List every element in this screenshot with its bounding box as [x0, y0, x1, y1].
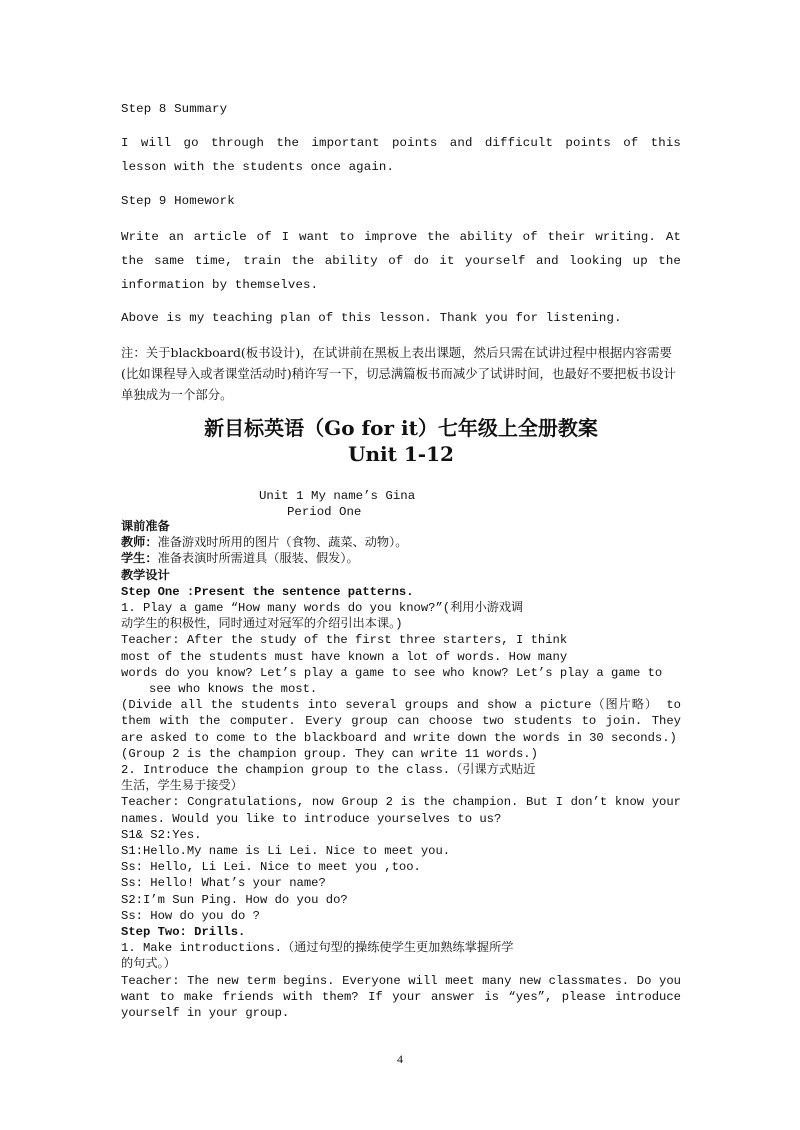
student-prep-text: 准备表演时所需道具（服装、假发）。: [157, 552, 359, 567]
period-title: Period One: [287, 505, 362, 519]
teacher-line-1c: words do you know? Let’s play a game to see who know? Let’s play a game to: [121, 665, 663, 680]
blackboard-note: 注：关于blackboard(板书设计)，在试讲前在黑板上表出课题，然后只需在试讲过程中根据内容需要(比如课程导入或者课堂活动时)稍许写一下，切忌满篇板书而减少了试讲时间，也最好不要把板书设计单独成为一个部分。: [121, 345, 676, 402]
step8-title: Step 8 Summary: [121, 102, 228, 116]
step-one-item1-line1: 1. Play a game “How many words do you know?”(利用小游戏调: [121, 601, 524, 616]
step-one-heading: Step One :Present the sentence patterns.: [121, 584, 414, 599]
step-one-item2-line1: 2. Introduce the champion group to the class.（引课方式贴近: [121, 763, 536, 778]
dialogue-line: Ss: Hello! What’s your name?: [121, 876, 326, 891]
teacher-new-term: Teacher: The new term begins. Everyone will meet many new classmates. Do you want to make friends with them? If your answer is “yes”, please introduce yourself in your group.: [121, 973, 681, 1021]
champion-group-note: (Group 2 is the champion group. They can write 11 words.): [121, 746, 538, 761]
student-label: 学生：: [121, 552, 158, 567]
teacher-prep-text: 准备游戏时所用的图片（食物、蔬菜、动物）。: [157, 536, 408, 551]
teacher-line-1a: Teacher: After the study of the first three starters, I think: [121, 633, 568, 648]
lesson-plan-body: [121, 519, 681, 1021]
prep-heading: 课前准备: [121, 520, 170, 534]
teacher-prep: [121, 535, 681, 551]
step9-title: Step 9 Homework: [121, 194, 235, 208]
closing-sentence: Above is my teaching plan of this lesson. Thank you for listening.: [121, 311, 622, 325]
step8-text: I will go through the important points and difficult points of this lesson with the students once again.: [121, 136, 681, 174]
teacher-congratulations: Teacher: Congratulations, now Group 2 is the champion. But I don’t know your names. Would you like to introduce yourselves to us?: [121, 795, 681, 826]
document-subtitle: Unit 1-12: [348, 442, 454, 466]
divide-instructions: (Divide all the students into several groups and show a picture（图片略） to them with the computer. Every group can choose two students to join. They are asked to come to the blackboard and write down the words in 30 seconds.): [121, 698, 681, 745]
teacher-label: 教师：: [121, 536, 158, 551]
step-two-item1-line2: 的句式。）: [121, 957, 176, 972]
dialogue-line: S1:Hello.My name is Li Lei. Nice to meet you.: [121, 844, 451, 859]
unit-title: Unit 1 My name’s Gina: [259, 489, 416, 503]
step-one-item1-line2: 动学生的积极性，同时通过对冠军的介绍引出本课。): [121, 617, 403, 632]
teacher-line-1b: most of the students must have known a lot of words. How many: [121, 649, 568, 664]
dialogue-line: Ss: How do you do ?: [121, 908, 260, 923]
dialogue-line: S2:I’m Sun Ping. How do you do?: [121, 892, 348, 907]
step-two-heading: Step Two: Drills.: [121, 925, 246, 940]
document-title: 新目标英语（Go for it）七年级上全册教案: [204, 416, 598, 440]
dialogue-line: Ss: Hello, Li Lei. Nice to meet you ,too.: [121, 860, 421, 875]
design-heading: 教学设计: [121, 568, 170, 583]
dialogue-line: S1& S2:Yes.: [121, 827, 202, 842]
student-prep: [121, 551, 681, 567]
teacher-line-1d: see who knows the most.: [149, 682, 318, 697]
step9-text: Write an article of I want to improve the ability of their writing. At the same time, train the ability of do it yourself and looking up the information by themselves.: [121, 230, 681, 292]
step-two-item1-line1: 1. Make introductions.（通过句型的操练使学生更加熟练掌握所学: [121, 941, 514, 956]
step-one-item2-line2: 生活，学生易于接受）: [121, 779, 243, 794]
page-number: 4: [397, 1052, 403, 1066]
